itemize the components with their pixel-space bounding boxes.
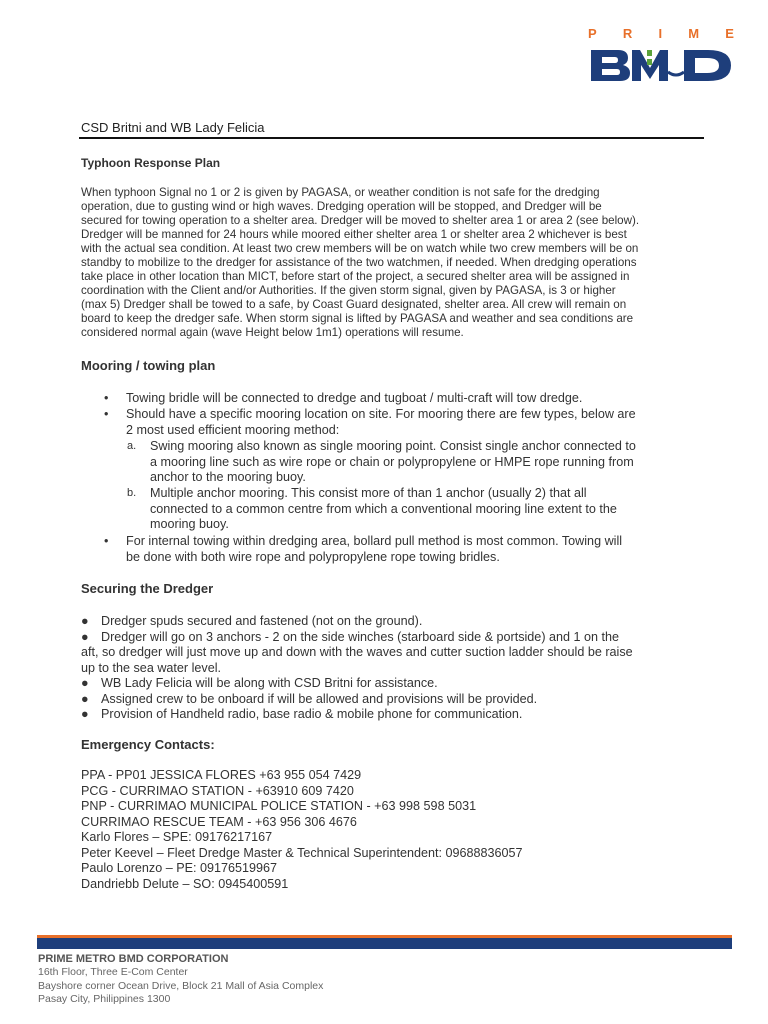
- bullet-line: Should have a specific mooring location on site. For mooring there are few types, below are: [126, 407, 636, 421]
- securing-line: Assigned crew to be onboard if will be allowed and provisions will be provided.: [101, 691, 538, 706]
- footer-address-line: 16th Floor, Three E-Com Center: [38, 966, 188, 978]
- subitem-marker: b.: [127, 487, 137, 499]
- securing-line: Provision of Handheld radio, base radio & mobile phone for communication.: [101, 707, 523, 721]
- paragraph-line: take place in other location than MICT, before start of the project, a secured shelter area will be assigned in: [81, 270, 630, 283]
- subitem-line: anchor to the mooring buoy.: [150, 470, 306, 484]
- bullet-glyph: •: [104, 534, 109, 548]
- logo-word: [588, 26, 734, 41]
- paragraph-line: Dredger will be manned for 24 hours while moored either shelter area 1 or shelter area 2 whichever is best: [81, 228, 627, 241]
- logo-letter: E: [725, 26, 734, 41]
- footer-address-line: Bayshore corner Ocean Drive, Block 21 Mall of Asia Complex: [38, 980, 324, 992]
- securing-line: aft, so dredger will just move up and down with the waves and cutter suction ladder should be raise: [81, 645, 633, 659]
- footer-company-name: PRIME METRO BMD CORPORATION: [38, 953, 229, 965]
- subitem-line: a mooring line such as wire rope or chain or polypropylene or HMPE rope running from: [150, 454, 634, 469]
- paragraph-line: When typhoon Signal no 1 or 2 is given by PAGASA, or weather condition is not safe for the dredging: [81, 186, 600, 199]
- contact-line: PPA - PP01 JESSICA FLORES +63 955 054 7429: [81, 768, 362, 782]
- bullet-glyph: ●: [81, 614, 89, 628]
- contact-line: PCG - CURRIMAO STATION - +63910 609 7420: [81, 783, 354, 798]
- paragraph-line: secured for towing operation to a shelter area. Dredger will be moved to shelter area 1 or area 2 (see below).: [81, 214, 640, 227]
- contact-line: Dandriebb Delute – SO: 0945400591: [81, 876, 289, 891]
- contact-line: PNP - CURRIMAO MUNICIPAL POLICE STATION - +63 998 598 5031: [81, 799, 477, 813]
- securing-heading: Securing the Dredger: [81, 581, 214, 596]
- title-divider: [79, 137, 704, 139]
- paragraph-line: with the actual sea condition. At least two crew members will be on watch while two crew members will be on: [81, 242, 639, 255]
- contact-line: Peter Keevel – Fleet Dredge Master & Technical Superintendent: 09688836057: [81, 845, 523, 860]
- logo-letter: P: [588, 26, 597, 41]
- bullet-line: be done with both wire rope and polypropylene rope towing bridles.: [126, 549, 500, 564]
- securing-line: up to the sea water level.: [81, 660, 222, 675]
- bullet-glyph: ●: [81, 676, 89, 690]
- securing-line: WB Lady Felicia will be along with CSD Britni for assistance.: [101, 676, 438, 690]
- contact-line: Karlo Flores – SPE: 09176217167: [81, 830, 273, 844]
- paragraph-line: board to keep the dredger safe. When storm signal is lifted by PAGASA and weather and sea conditions are: [81, 312, 634, 325]
- bullet-glyph: ●: [81, 707, 89, 721]
- securing-list: [81, 614, 705, 723]
- typhoon-heading: Typhoon Response Plan: [81, 156, 221, 170]
- paragraph-line: considered normal again (wave Height below 1m1) operations will resume.: [81, 326, 464, 339]
- securing-line: Dredger will go on 3 anchors - 2 on the side winches (starboard side & portside) and 1 on the: [101, 629, 620, 644]
- securing-item: [81, 614, 705, 630]
- securing-item: [81, 692, 705, 708]
- paragraph-line: standby to mobilize to the dredger for assistance of the two watchmen, if needed. When dredging operations: [81, 256, 637, 269]
- bullet-line: For internal towing within dredging area, bollard pull method is most common. Towing will: [126, 534, 623, 548]
- securing-item: [81, 630, 705, 677]
- logo-letter: R: [622, 26, 633, 41]
- subitem-line: Multiple anchor mooring. This consist more of than 1 anchor (usually 2) that all: [150, 486, 587, 500]
- bullet-glyph: ●: [81, 691, 89, 706]
- logo-letter: M: [688, 26, 700, 41]
- bullet-line: Towing bridle will be connected to dredge and tugboat / multi-craft will tow dredge.: [126, 391, 583, 405]
- contact-line: Paulo Lorenzo – PE: 09176519967: [81, 861, 278, 875]
- bullet-glyph: •: [104, 391, 109, 405]
- bullet-glyph: ●: [81, 629, 89, 644]
- securing-item: [81, 707, 705, 723]
- emergency-heading: Emergency Contacts:: [81, 737, 215, 752]
- mooring-heading: Mooring / towing plan: [81, 358, 216, 373]
- contact-list: [81, 768, 523, 892]
- footer-address-line: Pasay City, Philippines 1300: [38, 993, 171, 1005]
- securing-item: [81, 676, 705, 692]
- subitem-line: connected to a common centre from which a conventional mooring line extent to the: [150, 501, 617, 516]
- subitem-marker: a.: [127, 440, 137, 452]
- contact-line: CURRIMAO RESCUE TEAM - +63 956 306 4676: [81, 814, 357, 829]
- logo-mark-icon: [588, 42, 734, 82]
- subitem-line: Swing mooring also known as single mooring point. Consist single anchor connected to: [150, 439, 636, 453]
- document-title: CSD Britni and WB Lady Felicia: [81, 120, 265, 135]
- logo-letter: I: [658, 26, 663, 41]
- company-logo: [588, 26, 734, 86]
- paragraph-line: (max 5) Dredger shall be towed to a safe, by Coast Guard designated, shelter area. All crew will remain on: [81, 298, 627, 311]
- subitem-line: mooring buoy.: [150, 517, 229, 531]
- typhoon-paragraph: [81, 186, 705, 340]
- paragraph-line: coordination with the Client and/or Authorities. If the given storm signal, given by PAGASA, is 3 or higher: [81, 284, 616, 297]
- bullet-line: 2 most used efficient mooring method:: [126, 422, 340, 437]
- paragraph-line: operation, due to gusting wind or high waves. Dredging operation will be stopped, and Dredger will be: [81, 200, 602, 213]
- footer-bar: [37, 938, 732, 949]
- securing-line: Dredger spuds secured and fastened (not on the ground).: [101, 614, 423, 628]
- bullet-glyph: •: [104, 407, 109, 421]
